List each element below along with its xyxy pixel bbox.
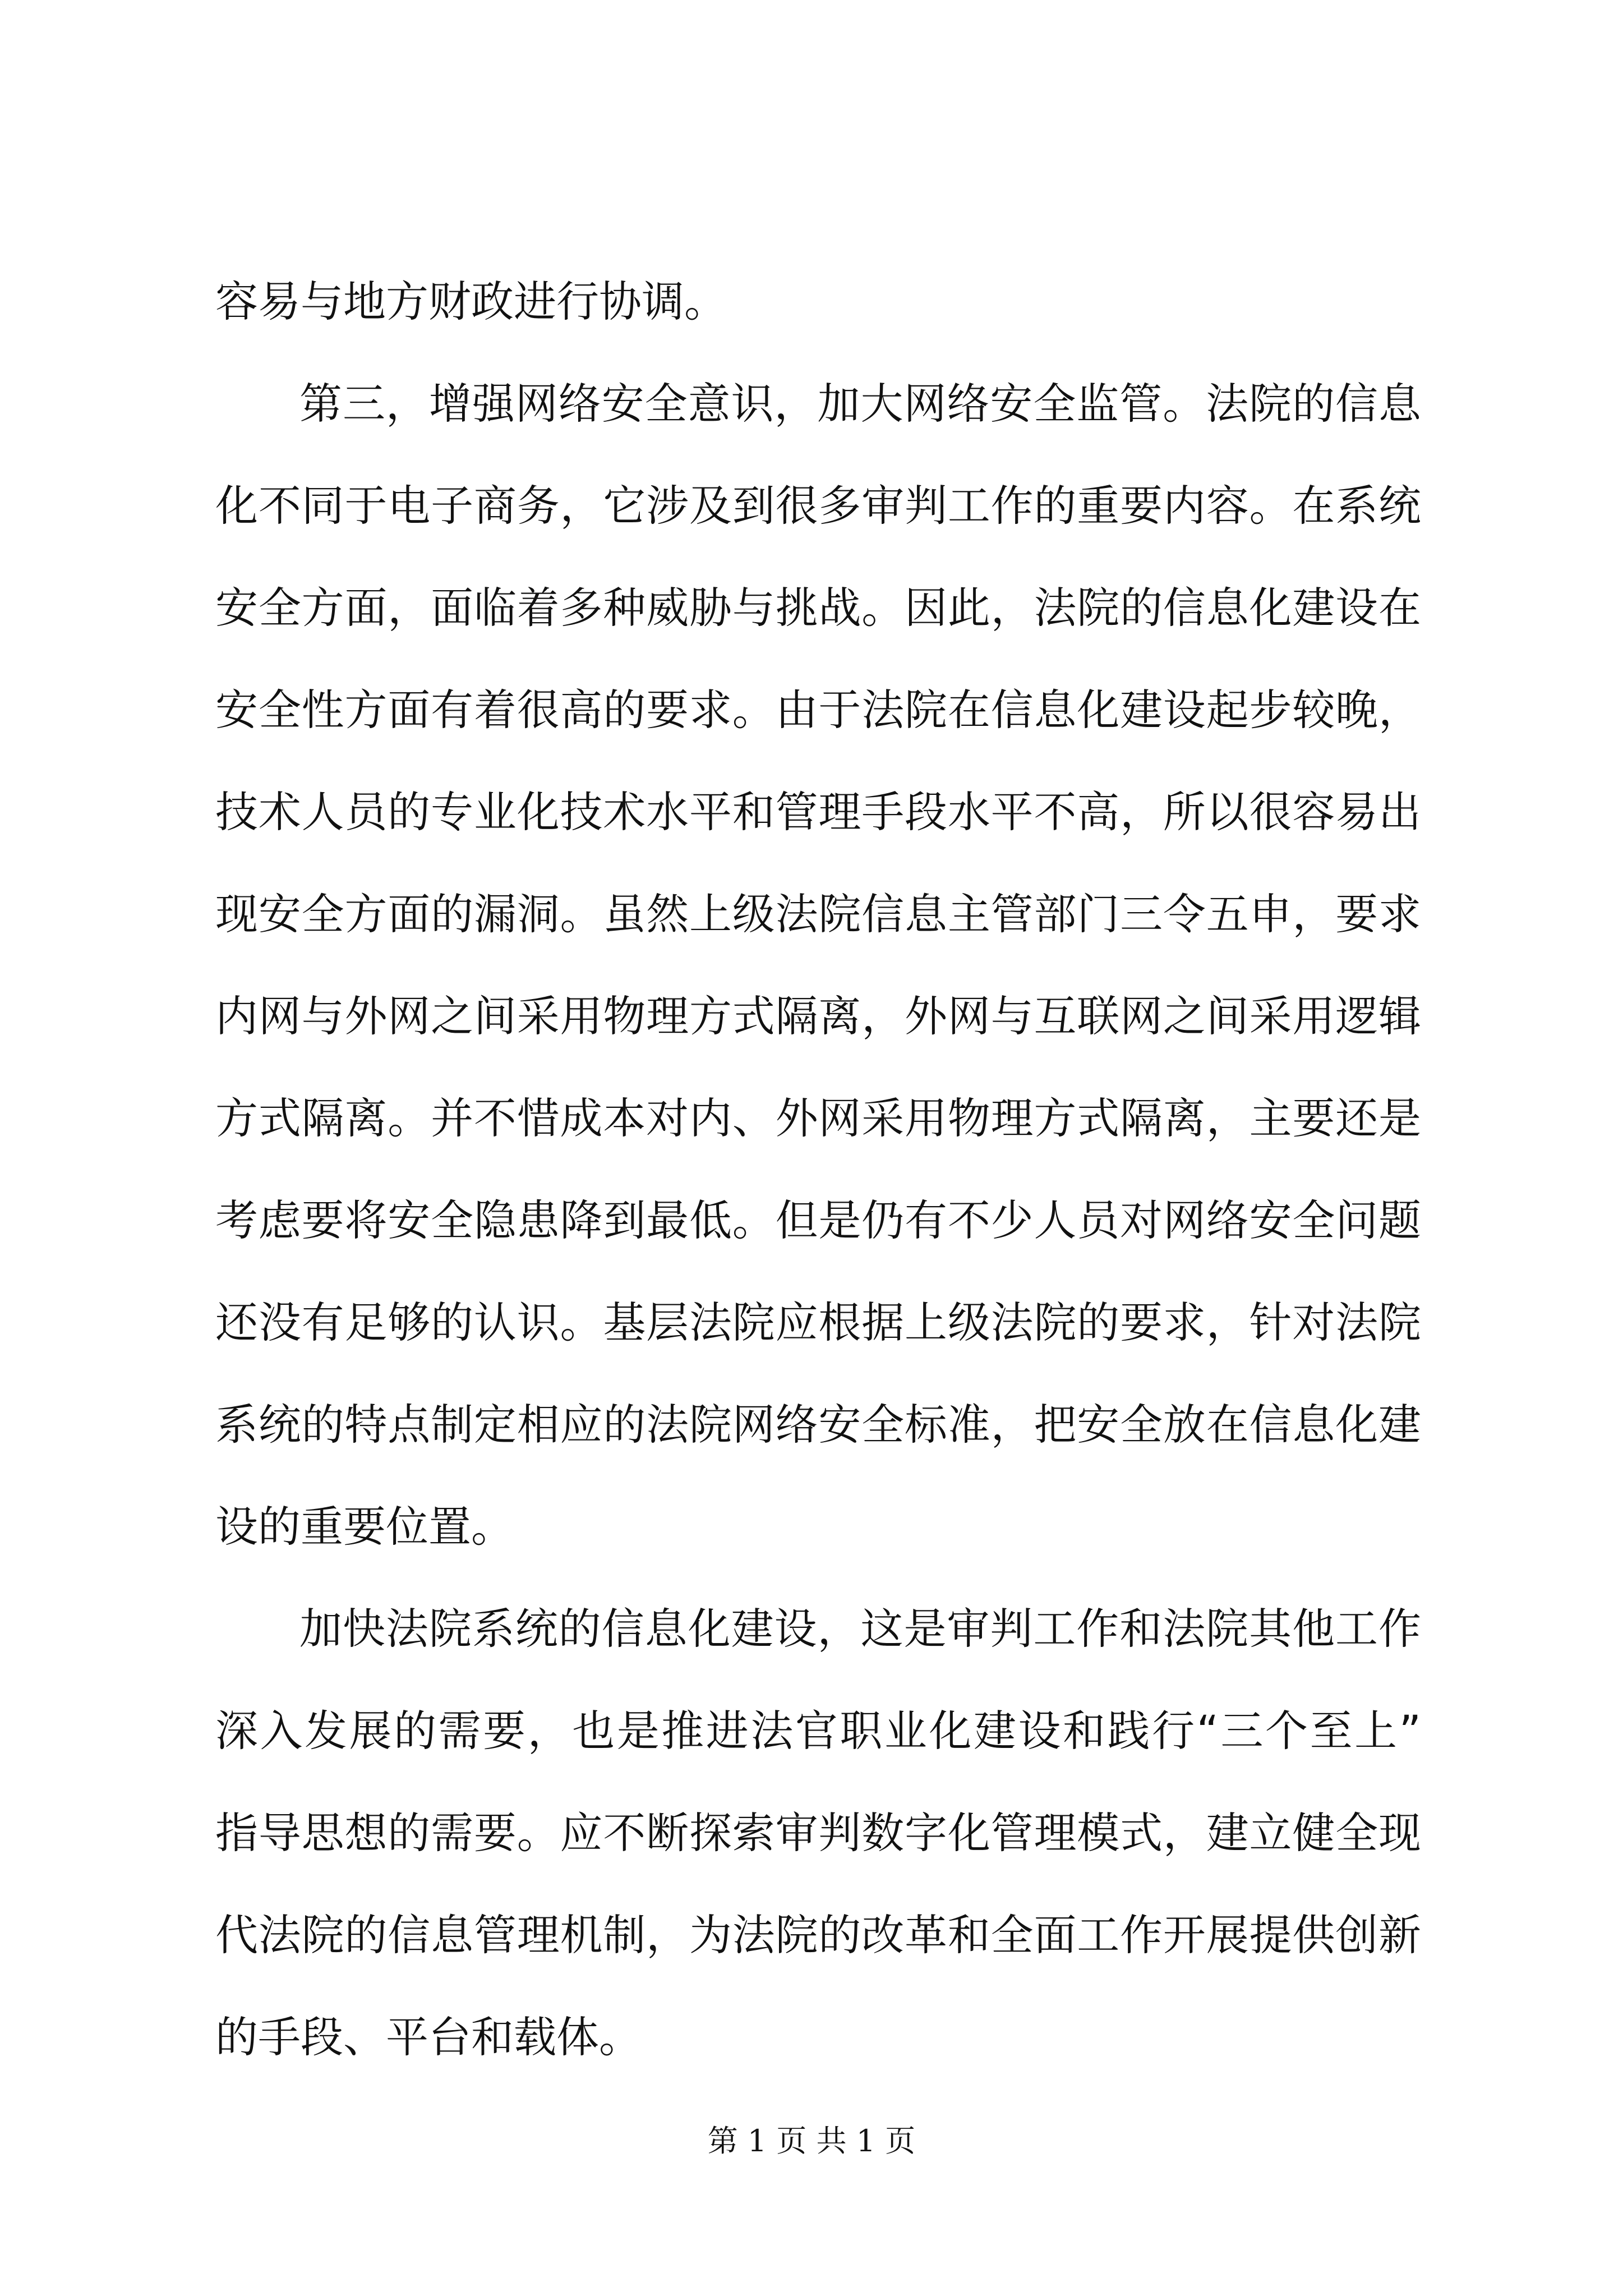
paragraph-line: 深入发展的需要，也是推进法官职业化建设和践行“三个至上” [215,1706,1421,1756]
paragraph-line: 现安全方面的漏洞。虽然上级法院信息主管部门三令五申，要求 [215,889,1421,939]
paragraph-line: 加快法院系统的信息化建设，这是审判工作和法院其他工作 [299,1604,1421,1654]
paragraph-line: 的手段、平台和载体。 [215,2012,642,2062]
paragraph-line: 第三，增强网络安全意识，加大网络安全监管。法院的信息 [299,379,1421,429]
paragraph-line: 技术人员的专业化技术水平和管理手段水平不高，所以很容易出 [215,787,1421,837]
paragraph-line: 方式隔离。并不惜成本对内、外网采用物理方式隔离，主要还是 [215,1093,1421,1143]
paragraph-line: 化不同于电子商务，它涉及到很多审判工作的重要内容。在系统 [215,481,1421,531]
paragraph-line: 内网与外网之间采用物理方式隔离，外网与互联网之间采用逻辑 [215,991,1421,1041]
page-number-footer: 第 1 页 共 1 页 [707,2123,916,2159]
paragraph-line: 设的重要位置。 [215,1502,514,1552]
paragraph-line: 考虑要将安全隐患降到最低。但是仍有不少人员对网络安全问题 [215,1195,1421,1245]
paragraph-line: 代法院的信息管理机制，为法院的改革和全面工作开展提供创新 [215,1910,1421,1960]
paragraph-line: 指导思想的需要。应不断探索审判数字化管理模式，建立健全现 [215,1808,1421,1858]
paragraph-line: 安全性方面有着很高的要求。由于法院在信息化建设起步较晚， [215,685,1421,735]
paragraph-line: 还没有足够的认识。基层法院应根据上级法院的要求，针对法院 [215,1297,1421,1347]
paragraph-line: 安全方面，面临着多种威胁与挑战。因此，法院的信息化建设在 [215,583,1421,633]
paragraph-line: 系统的特点制定相应的法院网络安全标准，把安全放在信息化建 [215,1400,1421,1450]
paragraph-line: 容易与地方财政进行协调。 [215,277,727,326]
